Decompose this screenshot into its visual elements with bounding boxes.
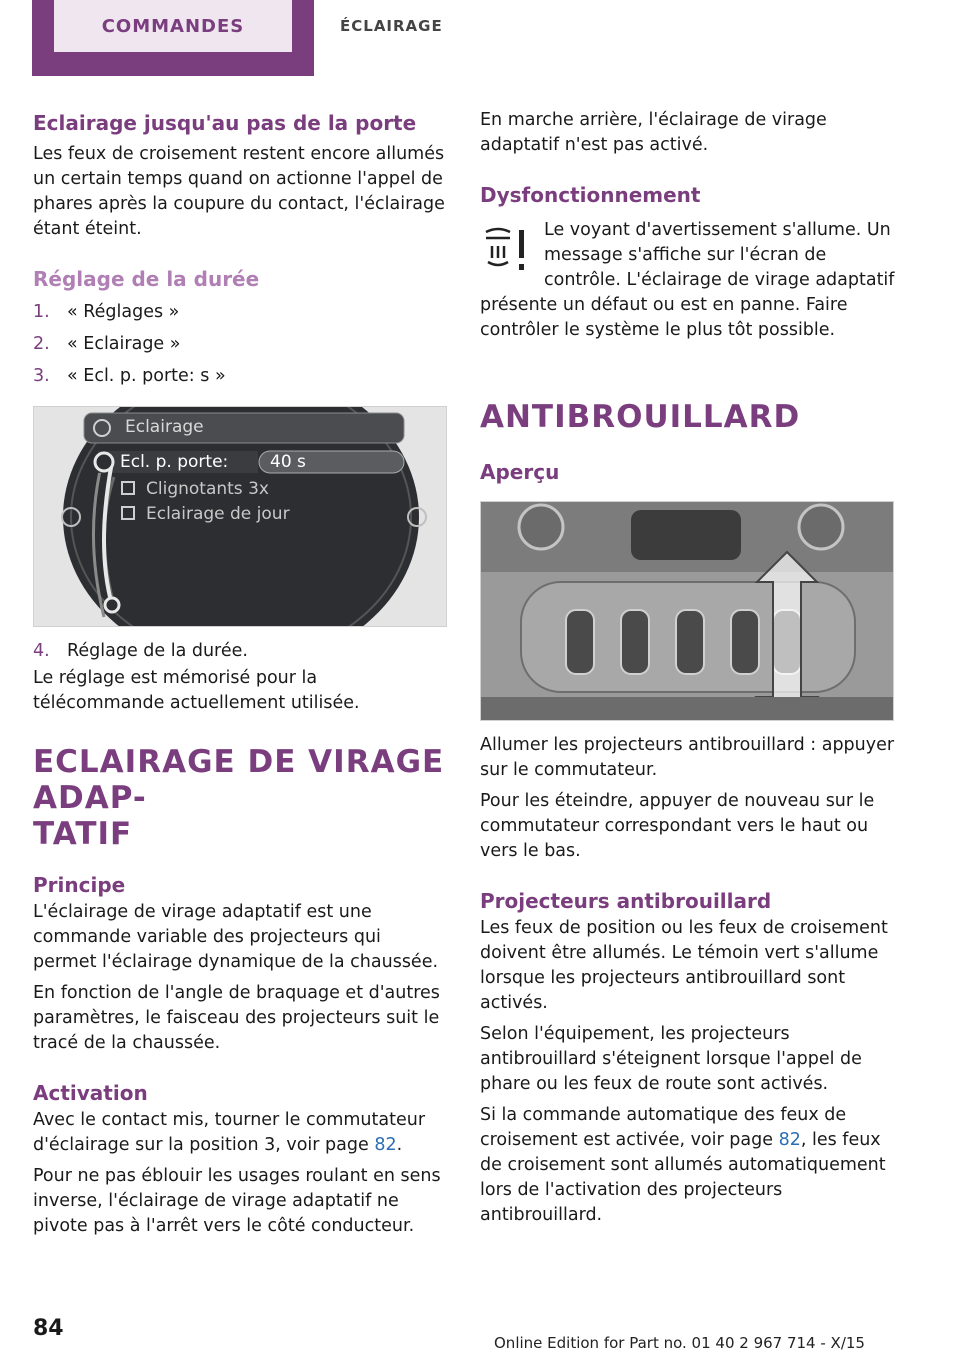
header-section: COMMANDES xyxy=(101,15,245,37)
section-title-porte: Eclairage jusqu'au pas de la porte xyxy=(33,111,417,135)
warning-block xyxy=(480,218,896,343)
switch-panel-figure xyxy=(480,501,894,721)
paragraph-reverse: En marche arrière, l'éclairage de virage adaptatif n'est pas activé. xyxy=(480,110,827,155)
paragraph-apercu-1: Allumer les projecteurs antibrouillard : appuyer sur le commutateur. xyxy=(480,735,895,780)
paragraph-activation-2: Pour ne pas éblouir les usages roulant en sens inverse, l'éclairage de virage adaptatif ne pivote pas à l'arrêt vers le côté conducteur. xyxy=(33,1166,441,1236)
heading-virage-line1: ECLAIRAGE DE VIRAGE ADAP- xyxy=(33,744,445,816)
section-title-apercu: Aperçu xyxy=(480,460,560,484)
switch-panel-illustration xyxy=(481,502,894,721)
paragraph-projecteurs-2: Selon l'équipement, les projecteurs antibrouillard s'éteignent lorsque l'appel de phare ou les feux de route sont activés. xyxy=(480,1024,862,1094)
section-title-activation: Activation xyxy=(33,1081,148,1105)
header-chapter: ÉCLAIRAGE xyxy=(340,17,443,35)
section-title-dysfonctionnement: Dysfonctionnement xyxy=(480,183,701,207)
display-figure xyxy=(33,406,447,627)
section-title-duree: Réglage de la durée xyxy=(33,267,260,291)
steps-list xyxy=(33,300,449,396)
paragraph-memorise: Le réglage est mémorisé pour la télécommande actuellement utilisée. xyxy=(33,668,360,713)
edition-footer: Online Edition for Part no. 01 40 2 967 714 - X/15 xyxy=(494,1334,865,1352)
heading-antibrouillard: ANTIBROUILLARD xyxy=(480,399,801,435)
paragraph-dysfonctionnement: Le voyant d'avertissement s'allume. Un message s'affiche sur l'écran de contrôle. L'éclairage de virage adaptatif présente un défaut ou est en panne. Faire contrôler le système le plus tôt possible. xyxy=(480,220,895,340)
list-item: 1. « Réglages » xyxy=(33,302,180,322)
paragraph-activation-1: Avec le contact mis, tourner le commutateur d'éclairage sur la position 3, voir page 82. xyxy=(33,1110,426,1155)
page-link[interactable]: 82 xyxy=(374,1135,397,1155)
display-item-2: Clignotants 3x xyxy=(146,479,269,499)
paragraph-porte: Les feux de croisement restent encore allumés un certain temps quand on actionne l'appel de phares après la coupure du contact, l'éclairage étant éteint. xyxy=(33,144,445,239)
steps-list-2 xyxy=(33,639,449,666)
display-menu-title: Eclairage xyxy=(125,417,204,437)
header-section-label-box xyxy=(54,0,292,52)
section-title-projecteurs: Projecteurs antibrouillard xyxy=(480,889,772,913)
paragraph-apercu-2: Pour les éteindre, appuyer de nouveau sur le commutateur correspondant vers le haut ou vers le bas. xyxy=(480,791,875,861)
left-column xyxy=(33,108,449,1239)
paragraph-principe-1: L'éclairage de virage adaptatif est une commande variable des projecteurs qui permet l'éclairage dynamique de la chaussée. xyxy=(33,902,439,972)
section-title-principe: Principe xyxy=(33,873,126,897)
display-item-value: 40 s xyxy=(270,452,306,472)
paragraph-projecteurs-1: Les feux de position ou les feux de croisement doivent être allumés. Le témoin vert s'allume lorsque les projecteurs antibrouillard sont activés. xyxy=(480,918,888,1013)
paragraph-projecteurs-3: Si la commande automatique des feux de croisement est activée, voir page 82, les feux de croisement sont allumés automatiquement lors de l'activation des projecteurs antibrouillard. xyxy=(480,1105,886,1225)
display-item-3: Eclairage de jour xyxy=(146,504,290,524)
page-number: 84 xyxy=(33,1316,64,1341)
page-link[interactable]: 82 xyxy=(778,1130,801,1150)
display-item-selected: Ecl. p. porte: xyxy=(120,452,229,472)
heading-virage-line2: TATIF xyxy=(33,816,133,852)
right-column xyxy=(480,108,896,1228)
headlight-warning-icon xyxy=(480,224,532,276)
list-item: 4. Réglage de la durée. xyxy=(33,641,248,661)
list-item: 3. « Ecl. p. porte: s » xyxy=(33,366,226,386)
paragraph-principe-2: En fonction de l'angle de braquage et d'autres paramètres, le faisceau des projecteurs suit le tracé de la chaussée. xyxy=(33,983,440,1053)
list-item: 2. « Eclairage » xyxy=(33,334,181,354)
